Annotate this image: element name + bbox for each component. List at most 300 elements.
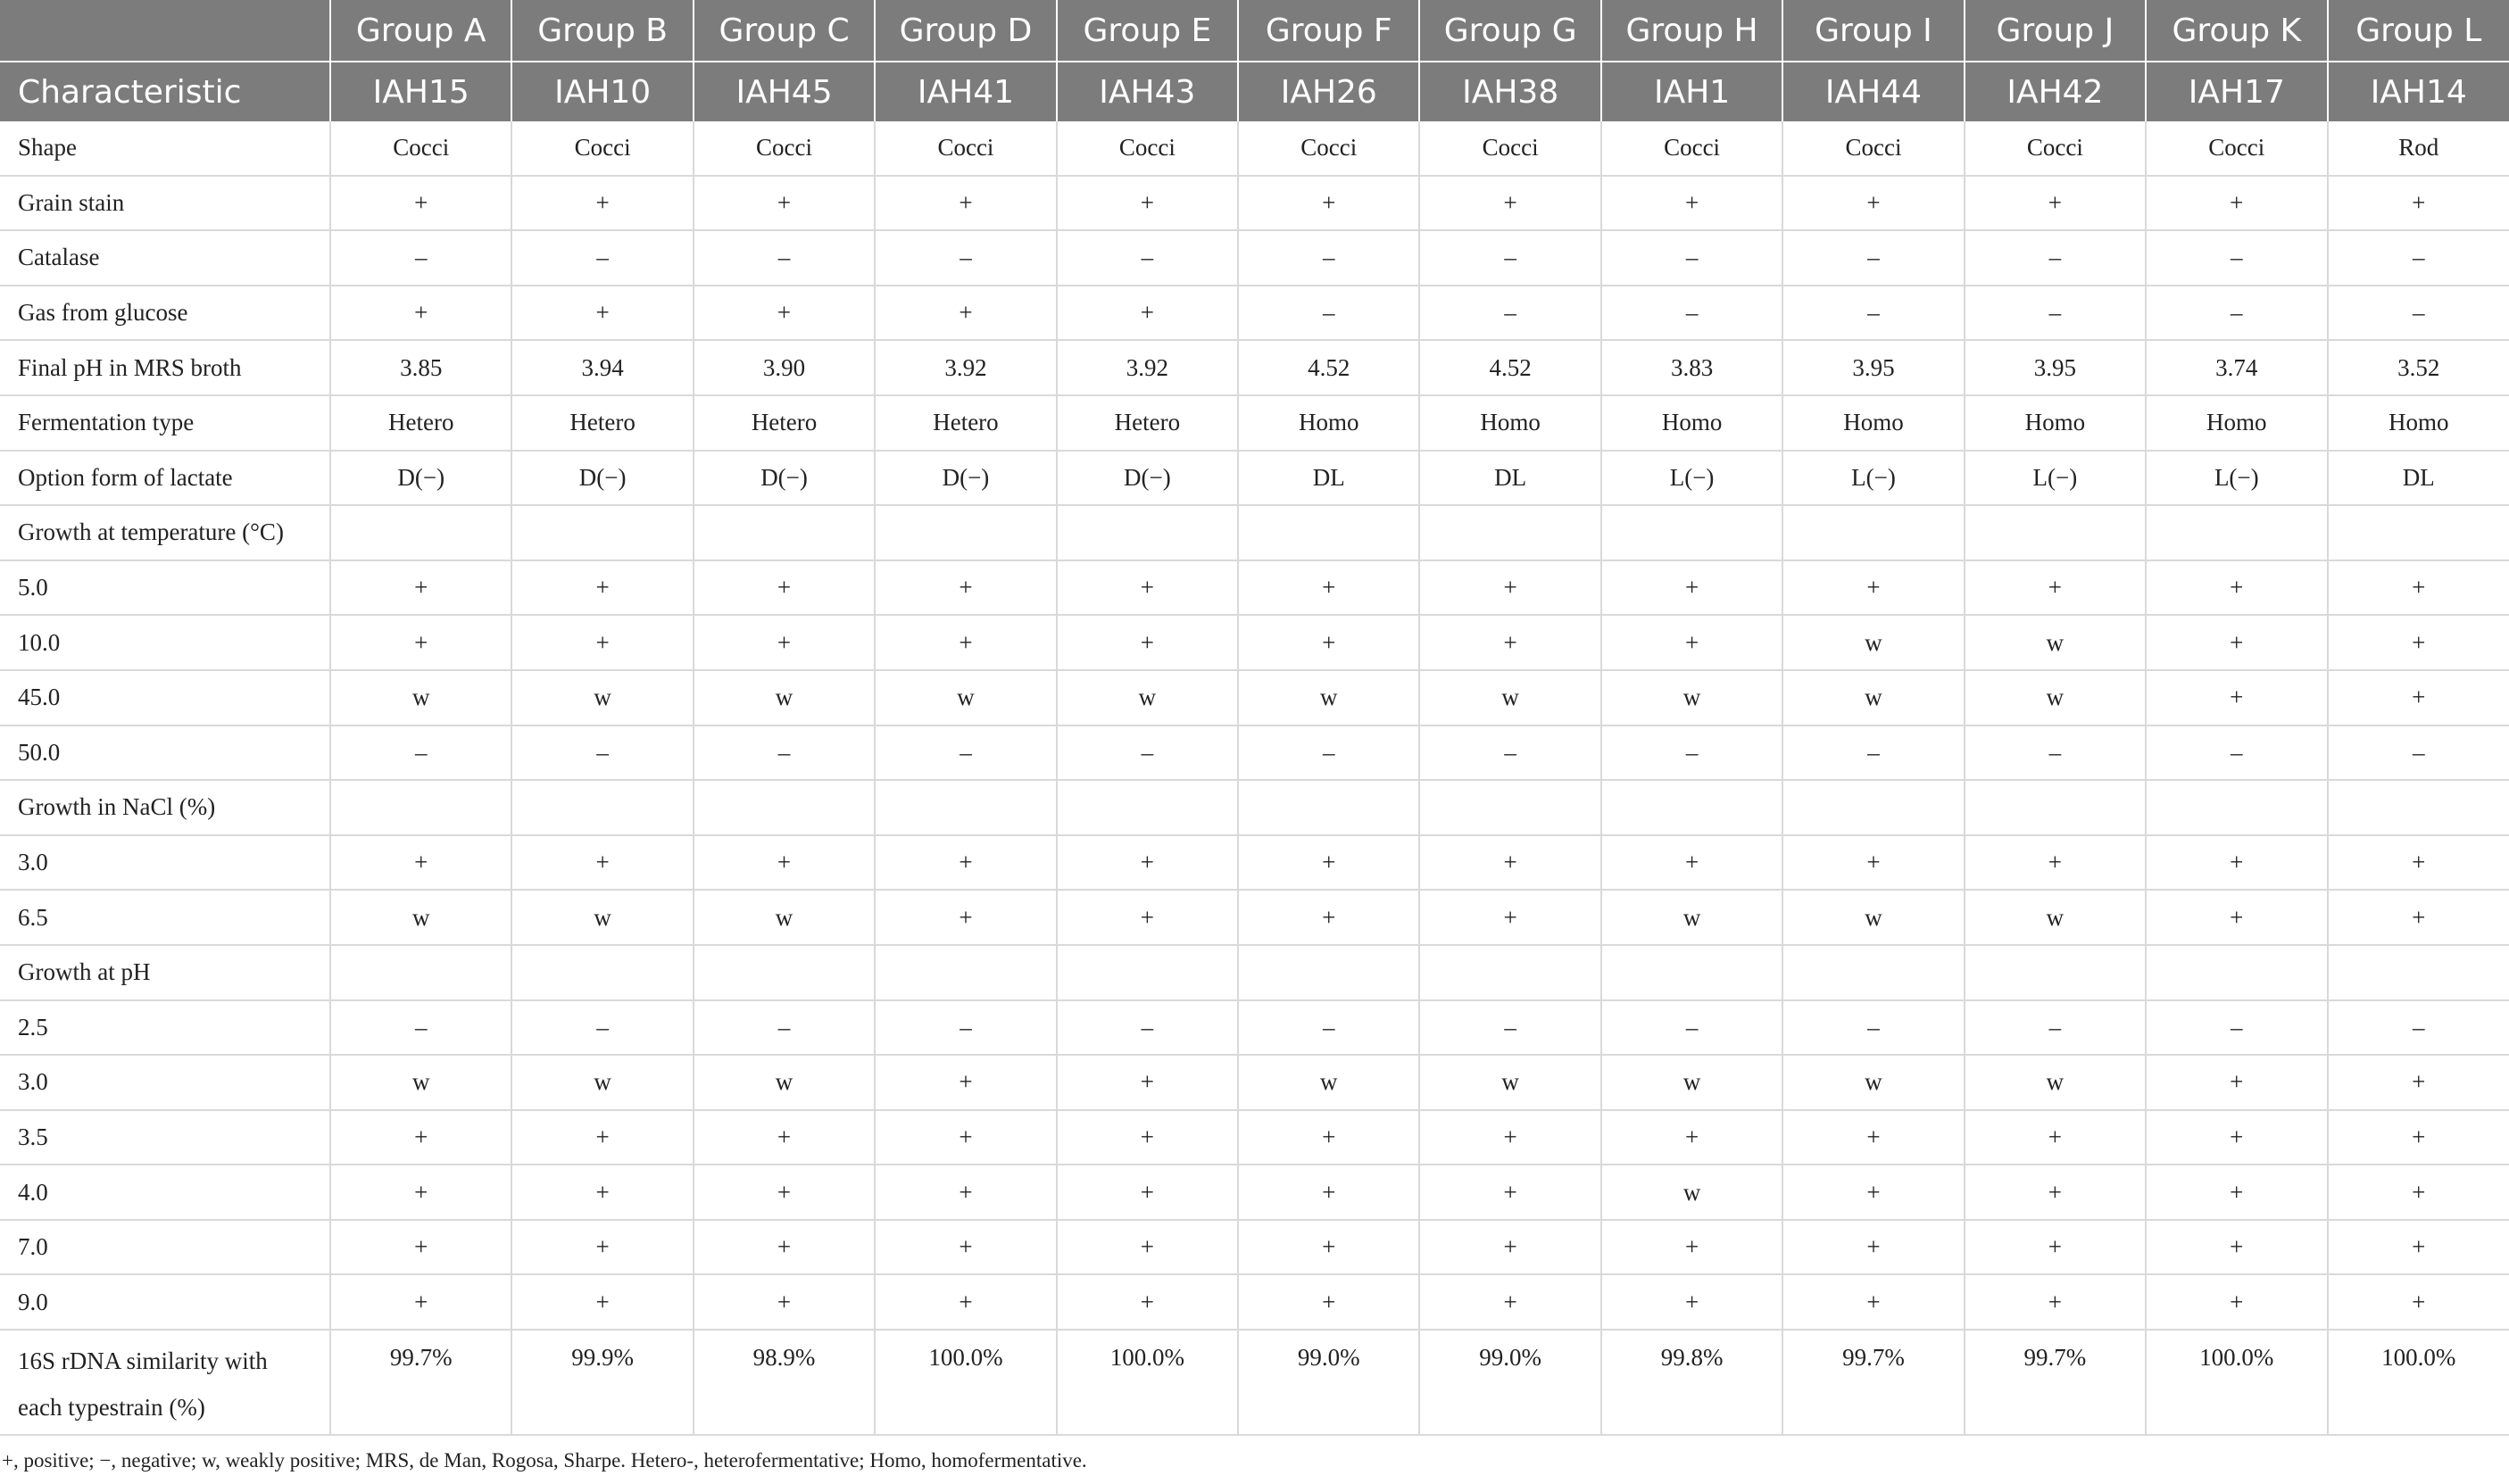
table-cell: + [511, 1165, 693, 1220]
table-cell: + [511, 1220, 693, 1275]
table-cell: w [330, 1055, 511, 1110]
table-cell: + [330, 1220, 511, 1275]
table-cell: + [694, 560, 875, 616]
table-cell: – [511, 230, 693, 286]
table-cell: Cocci [1057, 121, 1238, 176]
table-cell: + [875, 1220, 1056, 1275]
table-cell: DL [1238, 451, 1419, 506]
isolate-header: IAH42 [1965, 62, 2146, 121]
table-cell: + [1782, 1165, 1964, 1220]
table-cell: + [1057, 615, 1238, 670]
table-cell: + [1965, 1274, 2146, 1330]
table-row [0, 835, 2509, 891]
table-cell: + [875, 560, 1056, 616]
table-cell: + [511, 1274, 693, 1330]
table-cell: w [330, 890, 511, 945]
table-cell: L(−) [2146, 451, 2327, 506]
group-header: Group L [2328, 0, 2509, 62]
table-cell: + [1965, 1165, 2146, 1220]
table-cell [1965, 945, 2146, 1000]
table-cell: + [1057, 1110, 1238, 1165]
row-label [0, 1330, 330, 1435]
group-header: Group H [1601, 0, 1782, 62]
table-cell: – [1965, 1000, 2146, 1056]
table-cell: Hetero [1057, 395, 1238, 451]
row-label: Growth at pH [0, 945, 330, 1000]
table-cell: + [694, 1220, 875, 1275]
table-cell [694, 945, 875, 1000]
row-label: 5.0 [0, 560, 330, 616]
row-label: 9.0 [0, 1274, 330, 1330]
table-cell: w [1057, 670, 1238, 725]
table-row [0, 1220, 2509, 1275]
table-cell: + [1419, 560, 1600, 616]
table-cell: 3.95 [1965, 340, 2146, 395]
table-cell [2328, 780, 2509, 835]
table-cell: + [1965, 835, 2146, 891]
table-row-similarity [0, 1330, 2509, 1435]
table-cell: w [511, 1055, 693, 1110]
isolate-header: IAH45 [694, 62, 875, 121]
table-cell: + [1238, 615, 1419, 670]
table-cell: 100.0% [875, 1330, 1056, 1435]
row-label: 3.5 [0, 1110, 330, 1165]
table-cell: + [875, 890, 1056, 945]
isolate-header: IAH43 [1057, 62, 1238, 121]
table-cell [1238, 505, 1419, 560]
row-label: Growth at temperature (°C) [0, 505, 330, 560]
table-cell: + [875, 176, 1056, 231]
table-cell: + [1419, 176, 1600, 231]
table-cell [1965, 780, 2146, 835]
table-cell [1057, 505, 1238, 560]
table-cell: + [1782, 176, 1964, 231]
table-cell: w [694, 1055, 875, 1110]
table-cell: D(−) [511, 451, 693, 506]
row-label: 2.5 [0, 1000, 330, 1056]
table-row [0, 1165, 2509, 1220]
table-body [0, 121, 2509, 1435]
table-cell [2146, 945, 2327, 1000]
table-cell: w [511, 890, 693, 945]
row-label: 10.0 [0, 615, 330, 670]
table-cell: + [1419, 1220, 1600, 1275]
table-cell: + [1601, 615, 1782, 670]
table-cell [1419, 780, 1600, 835]
isolate-header: IAH17 [2146, 62, 2327, 121]
table-cell: + [1419, 1274, 1600, 1330]
group-header: Group I [1782, 0, 1964, 62]
table-cell: 3.92 [875, 340, 1056, 395]
isolate-header: IAH26 [1238, 62, 1419, 121]
table-cell: + [330, 835, 511, 891]
table-cell: – [1601, 1000, 1782, 1056]
table-row [0, 121, 2509, 176]
isolate-header: IAH38 [1419, 62, 1600, 121]
table-cell: + [1057, 1274, 1238, 1330]
table-cell: – [1057, 1000, 1238, 1056]
row-label: Option form of lactate [0, 451, 330, 506]
table-cell: + [1782, 835, 1964, 891]
table-cell: + [694, 1165, 875, 1220]
table-cell: + [1601, 176, 1782, 231]
table-cell: 98.9% [694, 1330, 875, 1435]
table-cell: Hetero [875, 395, 1056, 451]
table-cell: + [2146, 1220, 2327, 1275]
table-cell: 100.0% [2146, 1330, 2327, 1435]
table-cell: + [1057, 1165, 1238, 1220]
table-cell [1782, 505, 1964, 560]
group-header: Group J [1965, 0, 2146, 62]
table-cell [330, 780, 511, 835]
table-cell [2146, 780, 2327, 835]
table-cell: w [1782, 1055, 1964, 1110]
table-cell: + [2146, 1110, 2327, 1165]
table-cell: Rod [2328, 121, 2509, 176]
table-cell: D(−) [1057, 451, 1238, 506]
table-cell: + [1238, 835, 1419, 891]
table-cell: Cocci [1238, 121, 1419, 176]
table-cell: w [1601, 890, 1782, 945]
table-cell: – [1782, 1000, 1964, 1056]
table-cell: + [2146, 615, 2327, 670]
table-cell: + [2328, 1220, 2509, 1275]
row-label: Grain stain [0, 176, 330, 231]
table-cell: w [1238, 670, 1419, 725]
table-cell: – [694, 1000, 875, 1056]
isolate-header: IAH44 [1782, 62, 1964, 121]
table-cell: – [1238, 230, 1419, 286]
table-cell: w [1965, 890, 2146, 945]
table-cell: 99.0% [1419, 1330, 1600, 1435]
table-cell: + [1782, 1274, 1964, 1330]
table-cell: w [1782, 890, 1964, 945]
table-cell: 3.52 [2328, 340, 2509, 395]
table-cell [1782, 780, 1964, 835]
table-cell: + [1238, 560, 1419, 616]
table-cell: 3.85 [330, 340, 511, 395]
table-row [0, 1110, 2509, 1165]
table-cell [875, 505, 1056, 560]
table-cell: 3.92 [1057, 340, 1238, 395]
table-cell: Cocci [694, 121, 875, 176]
table-cell: + [330, 1110, 511, 1165]
table-cell: + [1057, 1055, 1238, 1110]
table-row [0, 451, 2509, 506]
table-row [0, 1000, 2509, 1056]
table-cell: – [2146, 286, 2327, 341]
row-label: 6.5 [0, 890, 330, 945]
table-cell: + [1782, 1110, 1964, 1165]
group-header: Group F [1238, 0, 1419, 62]
table-cell: + [1601, 1274, 1782, 1330]
group-header: Group A [330, 0, 511, 62]
table-cell: w [875, 670, 1056, 725]
table-cell: Homo [1601, 395, 1782, 451]
row-label: 4.0 [0, 1165, 330, 1220]
table-cell: 3.74 [2146, 340, 2327, 395]
isolate-header: IAH1 [1601, 62, 1782, 121]
row-label: 50.0 [0, 725, 330, 781]
table-cell: + [875, 615, 1056, 670]
row-label: 45.0 [0, 670, 330, 725]
table-cell: Homo [1965, 395, 2146, 451]
table-cell: + [1965, 1220, 2146, 1275]
table-cell: + [2146, 890, 2327, 945]
table-cell: – [1965, 725, 2146, 781]
table-cell: w [1601, 1055, 1782, 1110]
table-cell [1601, 780, 1782, 835]
table-cell: + [2146, 1055, 2327, 1110]
table-row [0, 340, 2509, 395]
table-cell: – [875, 230, 1056, 286]
table-cell: L(−) [1965, 451, 2146, 506]
table-cell [1965, 505, 2146, 560]
group-header: Group G [1419, 0, 1600, 62]
table-cell [1238, 780, 1419, 835]
table-cell: + [1601, 560, 1782, 616]
table-cell: w [330, 670, 511, 725]
table-row [0, 725, 2509, 781]
table-footnote: +, positive; −, negative; w, weakly positive; MRS, de Man, Rogosa, Sharpe. Hetero-, heterofermentative; Homo, homofermentative. [2, 1449, 1087, 1472]
table-cell: – [1601, 725, 1782, 781]
table-cell: 4.52 [1419, 340, 1600, 395]
table-cell: + [875, 1165, 1056, 1220]
table-cell: – [1601, 230, 1782, 286]
table-cell: + [2146, 560, 2327, 616]
table-cell [1419, 945, 1600, 1000]
table-cell: w [1419, 1055, 1600, 1110]
table-cell: + [330, 615, 511, 670]
table-cell [511, 780, 693, 835]
table-cell: + [1782, 560, 1964, 616]
table-cell: + [2328, 615, 2509, 670]
table-cell: + [2328, 835, 2509, 891]
table-row [0, 395, 2509, 451]
table-cell: – [1782, 286, 1964, 341]
table-cell: + [511, 286, 693, 341]
row-label: Fermentation type [0, 395, 330, 451]
table-cell: – [1601, 286, 1782, 341]
table-cell: + [694, 1110, 875, 1165]
group-header: Group C [694, 0, 875, 62]
table-cell: w [694, 890, 875, 945]
table-cell [2146, 505, 2327, 560]
table-row [0, 286, 2509, 341]
table-cell: Cocci [1601, 121, 1782, 176]
table-cell: D(−) [330, 451, 511, 506]
table-cell: w [1782, 615, 1964, 670]
table-cell: – [875, 1000, 1056, 1056]
row-label: 7.0 [0, 1220, 330, 1275]
table-cell: – [1238, 286, 1419, 341]
table-cell: + [694, 286, 875, 341]
table-cell: – [330, 1000, 511, 1056]
table-row [0, 670, 2509, 725]
table-cell: 99.7% [330, 1330, 511, 1435]
table-cell: + [1057, 890, 1238, 945]
table-row [0, 1274, 2509, 1330]
isolate-header: IAH10 [511, 62, 693, 121]
group-header-row [0, 0, 2509, 62]
table-cell: Hetero [694, 395, 875, 451]
table-cell: – [511, 1000, 693, 1056]
table-cell: + [875, 1055, 1056, 1110]
table-row [0, 615, 2509, 670]
table-cell: Cocci [1419, 121, 1600, 176]
table-cell: + [2146, 176, 2327, 231]
table-cell: – [694, 725, 875, 781]
table-cell: – [1965, 230, 2146, 286]
table-row [0, 230, 2509, 286]
table-cell: DL [2328, 451, 2509, 506]
table-cell: w [1965, 1055, 2146, 1110]
table-cell: + [1238, 890, 1419, 945]
row-label: 3.0 [0, 835, 330, 891]
table-cell: + [875, 286, 1056, 341]
table-cell [1057, 780, 1238, 835]
table-cell: – [2146, 725, 2327, 781]
table-cell: – [2328, 286, 2509, 341]
table-cell: – [1965, 286, 2146, 341]
table-cell: + [1419, 615, 1600, 670]
table-cell: Cocci [875, 121, 1056, 176]
table-cell: w [511, 670, 693, 725]
isolate-header: IAH41 [875, 62, 1056, 121]
table-cell [1601, 505, 1782, 560]
table-cell: + [330, 286, 511, 341]
table-cell: 3.90 [694, 340, 875, 395]
table-cell: + [2146, 835, 2327, 891]
row-label: 3.0 [0, 1055, 330, 1110]
table-cell: + [1057, 835, 1238, 891]
table-cell: Cocci [2146, 121, 2327, 176]
table-cell [330, 945, 511, 1000]
table-cell: – [875, 725, 1056, 781]
table-cell [1419, 505, 1600, 560]
table-cell: 99.7% [1782, 1330, 1964, 1435]
table-cell: + [1601, 835, 1782, 891]
table-cell: + [1238, 1274, 1419, 1330]
table-cell: + [1419, 1165, 1600, 1220]
table-cell: – [1057, 725, 1238, 781]
table-cell [1238, 945, 1419, 1000]
header-blank-cell [0, 0, 330, 62]
table-cell: Homo [2146, 395, 2327, 451]
table-cell: + [1419, 1110, 1600, 1165]
table-cell: Homo [1419, 395, 1600, 451]
table-cell: + [1057, 1220, 1238, 1275]
table-cell: + [875, 1110, 1056, 1165]
row-label: Catalase [0, 230, 330, 286]
table-cell: – [2328, 230, 2509, 286]
table-cell: 99.0% [1238, 1330, 1419, 1435]
row-label: Growth in NaCl (%) [0, 780, 330, 835]
table-row [0, 176, 2509, 231]
table-cell [1782, 945, 1964, 1000]
table-cell: Homo [2328, 395, 2509, 451]
table-cell: + [1238, 1220, 1419, 1275]
table-cell: Cocci [511, 121, 693, 176]
table-cell: + [330, 176, 511, 231]
table-cell [330, 505, 511, 560]
characteristic-header: Characteristic [0, 62, 330, 121]
table-cell: Hetero [511, 395, 693, 451]
table-cell [875, 945, 1056, 1000]
table-cell: DL [1419, 451, 1600, 506]
table-row [0, 945, 2509, 1000]
table-cell: Cocci [330, 121, 511, 176]
table-cell: Cocci [1965, 121, 2146, 176]
table-cell: + [875, 835, 1056, 891]
isolate-header-row [0, 62, 2509, 121]
table-cell: + [1238, 176, 1419, 231]
table-cell: + [2146, 670, 2327, 725]
table-cell: 3.95 [1782, 340, 1964, 395]
table-cell: + [511, 615, 693, 670]
row-label: Gas from glucose [0, 286, 330, 341]
table-cell: 99.7% [1965, 1330, 2146, 1435]
table-cell: + [1601, 1220, 1782, 1275]
table-cell: – [1238, 725, 1419, 781]
table-cell: + [511, 1110, 693, 1165]
table-cell: w [1782, 670, 1964, 725]
table-cell: + [2328, 560, 2509, 616]
table-cell [1057, 945, 1238, 1000]
table-cell: + [1965, 560, 2146, 616]
table-cell: + [1238, 1110, 1419, 1165]
table-cell: w [1601, 670, 1782, 725]
table-cell: + [511, 835, 693, 891]
table-cell: + [1601, 1110, 1782, 1165]
table-cell: + [1782, 1220, 1964, 1275]
table-cell: + [694, 615, 875, 670]
table-cell: – [2146, 230, 2327, 286]
table-row [0, 560, 2509, 616]
table-cell: Homo [1238, 395, 1419, 451]
table-cell: Hetero [330, 395, 511, 451]
table-cell: – [1419, 286, 1600, 341]
row-label: Final pH in MRS broth [0, 340, 330, 395]
table-cell: + [2328, 1274, 2509, 1330]
table-cell: + [511, 560, 693, 616]
row-label-line: 16S rDNA similarity with [18, 1347, 268, 1375]
table-cell: 99.8% [1601, 1330, 1782, 1435]
table-cell: – [1238, 1000, 1419, 1056]
table-cell: + [1419, 835, 1600, 891]
table-cell: + [694, 835, 875, 891]
table-cell [1601, 945, 1782, 1000]
table-cell: L(−) [1601, 451, 1782, 506]
table-cell: w [694, 670, 875, 725]
table-cell: – [1782, 230, 1964, 286]
table-cell: L(−) [1782, 451, 1964, 506]
table-cell [511, 945, 693, 1000]
table-cell: + [1965, 176, 2146, 231]
table-row [0, 505, 2509, 560]
table-cell: + [2328, 1165, 2509, 1220]
table-cell: + [2328, 176, 2509, 231]
group-header: Group K [2146, 0, 2327, 62]
table-cell: – [511, 725, 693, 781]
table-cell: + [2146, 1165, 2327, 1220]
row-label-line: each typestrain (%) [18, 1394, 205, 1422]
table-cell: + [330, 560, 511, 616]
table-cell: 100.0% [2328, 1330, 2509, 1435]
table-cell [694, 780, 875, 835]
table-cell [511, 505, 693, 560]
table-cell: + [1057, 286, 1238, 341]
